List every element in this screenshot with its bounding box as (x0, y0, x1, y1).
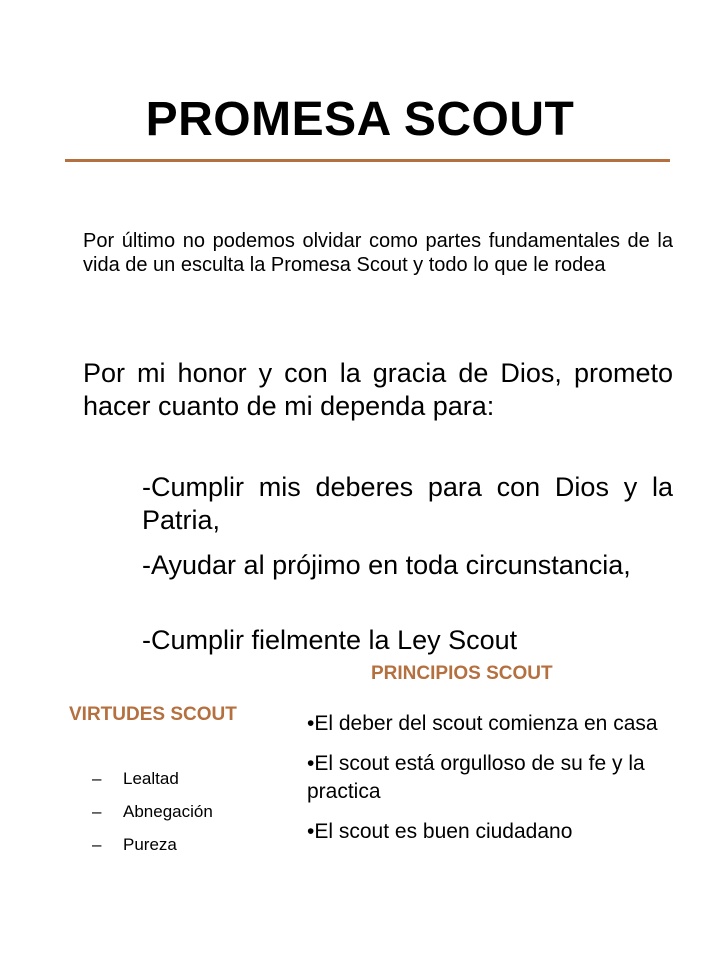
page-title: PROMESA SCOUT (145, 93, 575, 146)
principios-list (307, 710, 677, 858)
list-item (92, 802, 213, 835)
promise-duty-scout-law: -Cumplir fielmente la Ley Scout (142, 625, 518, 655)
dash-marker: – (92, 769, 102, 788)
intro-paragraph: Por último no podemos olvidar como partes fundamentales de la vida de un esculta la Promesa Scout y todo lo que le rodea (83, 230, 673, 276)
title-divider (65, 159, 670, 162)
list-item (92, 835, 213, 868)
virtud-text: Abnegación (123, 802, 213, 821)
bullet-marker: • (307, 752, 315, 775)
bullet-marker: • (307, 712, 315, 735)
list-item (307, 750, 677, 806)
promise-opening: Por mi honor y con la gracia de Dios, prometo hacer cuanto de mi dependa para: (83, 358, 673, 421)
principio-text: El scout es buen ciudadano (314, 820, 573, 843)
virtudes-heading: VIRTUDES SCOUT (69, 704, 237, 725)
virtud-text: Pureza (123, 835, 177, 854)
dash-marker: – (92, 835, 102, 854)
virtud-text: Lealtad (123, 769, 179, 788)
promise-duty-god-country: -Cumplir mis deberes para con Dios y la Patria, (142, 472, 673, 535)
list-item (307, 818, 677, 846)
list-item (307, 710, 677, 738)
virtudes-list (92, 769, 213, 868)
principio-text: El scout está orgulloso de su fe y la practica (307, 752, 645, 803)
list-item (92, 769, 213, 802)
principios-heading: PRINCIPIOS SCOUT (371, 663, 553, 684)
bullet-marker: • (307, 820, 315, 843)
promise-duty-help-others: -Ayudar al prójimo en toda circunstancia, (142, 550, 631, 580)
dash-marker: – (92, 802, 102, 821)
principio-text: El deber del scout comienza en casa (314, 712, 658, 735)
